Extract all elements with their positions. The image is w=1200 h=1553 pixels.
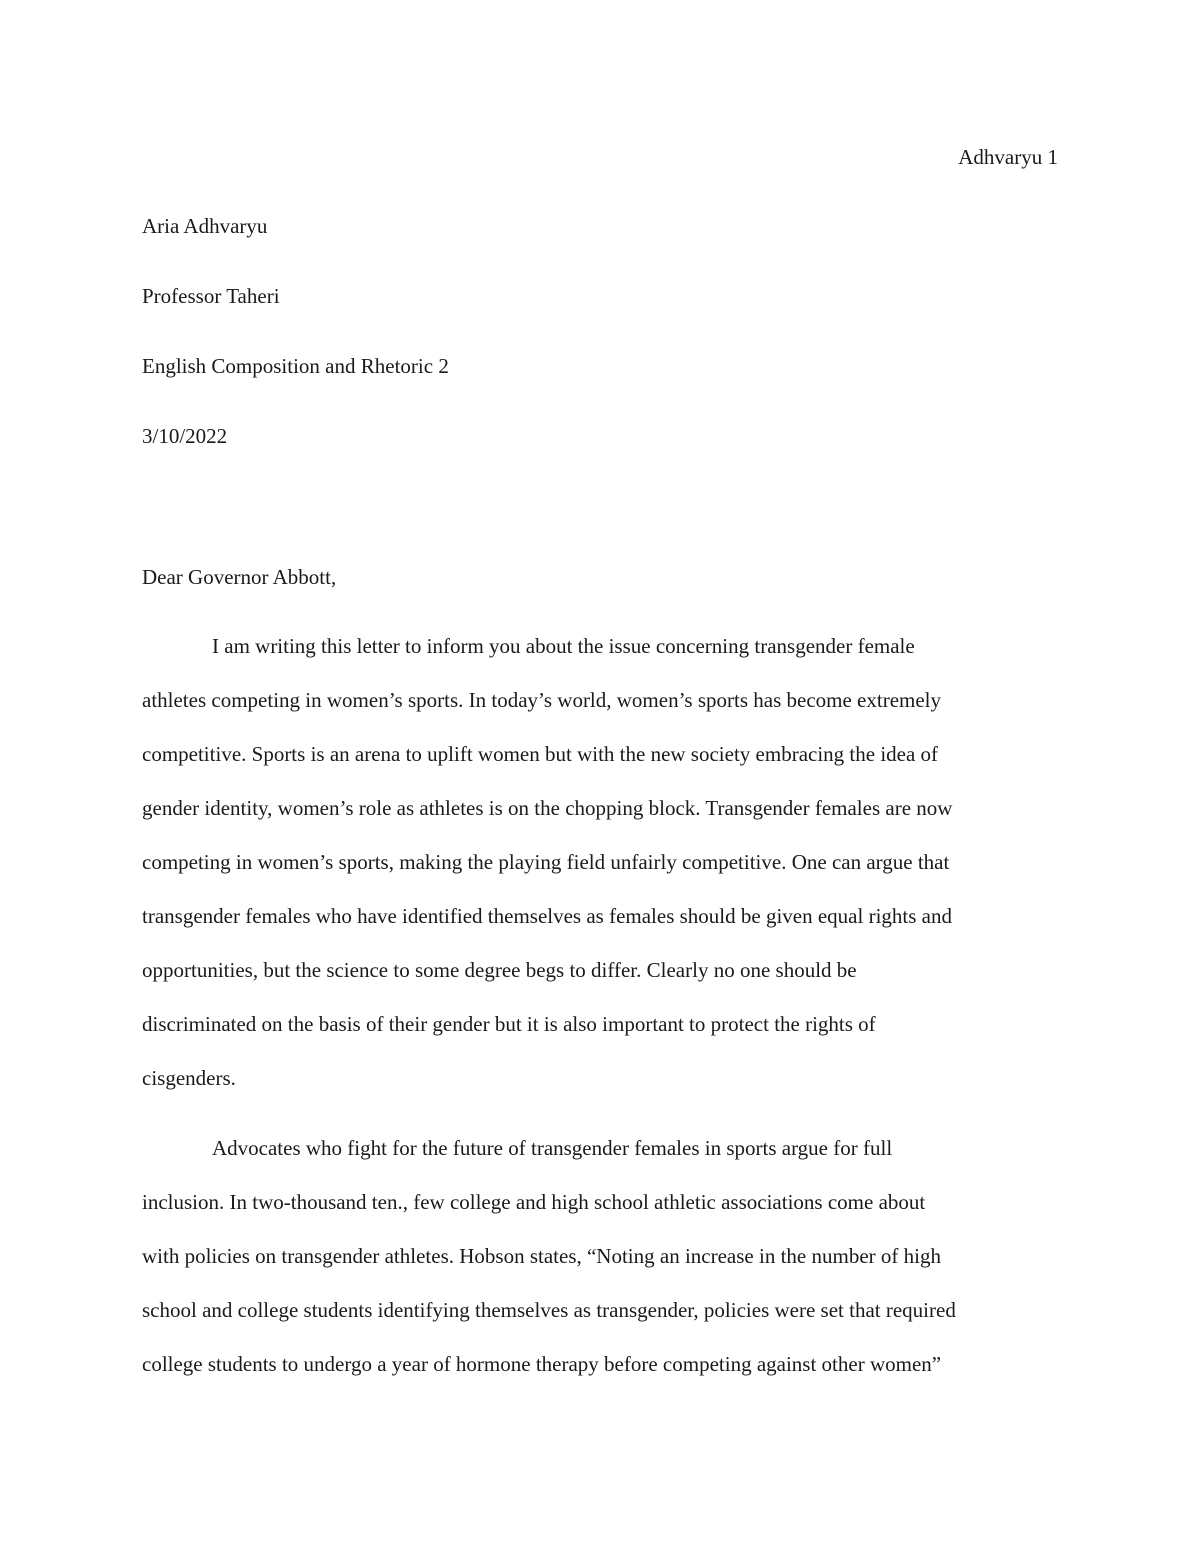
- student-name: Aria Adhvaryu: [142, 214, 268, 238]
- paragraph-line: I am writing this letter to inform you about the issue concerning transgender female: [212, 634, 915, 658]
- course-name: English Composition and Rhetoric 2: [142, 354, 449, 378]
- paragraph-line: transgender females who have identified themselves as females should be given equal rights and: [142, 904, 952, 928]
- paragraph-line: college students to undergo a year of hormone therapy before competing against other women”: [142, 1352, 942, 1376]
- paragraph-line: school and college students identifying themselves as transgender, policies were set that required: [142, 1298, 956, 1322]
- running-head: Adhvaryu 1: [958, 145, 1058, 169]
- paragraph-line: inclusion. In two-thousand ten., few college and high school athletic associations come about: [142, 1190, 926, 1214]
- paragraph-line: with policies on transgender athletes. Hobson states, “Noting an increase in the number of high: [142, 1244, 941, 1268]
- paragraph-line: competitive. Sports is an arena to uplift women but with the new society embracing the idea of: [142, 742, 939, 766]
- date: 3/10/2022: [142, 424, 228, 448]
- salutation: Dear Governor Abbott,: [142, 565, 337, 589]
- professor-name: Professor Taheri: [142, 284, 280, 308]
- paragraph-line: cisgenders.: [142, 1066, 236, 1090]
- paragraph-line: discriminated on the basis of their gender but it is also important to protect the rights of: [142, 1012, 876, 1036]
- paragraph-line: athletes competing in women’s sports. In today’s world, women’s sports has become extremely: [142, 688, 942, 712]
- paragraph-line: opportunities, but the science to some degree begs to differ. Clearly no one should be: [142, 958, 857, 982]
- paragraph-line: competing in women’s sports, making the playing field unfairly competitive. One can argue that: [142, 850, 950, 874]
- paragraph-line: gender identity, women’s role as athletes is on the chopping block. Transgender females are now: [142, 796, 953, 820]
- paragraph-line: Advocates who fight for the future of transgender females in sports argue for full: [212, 1136, 893, 1160]
